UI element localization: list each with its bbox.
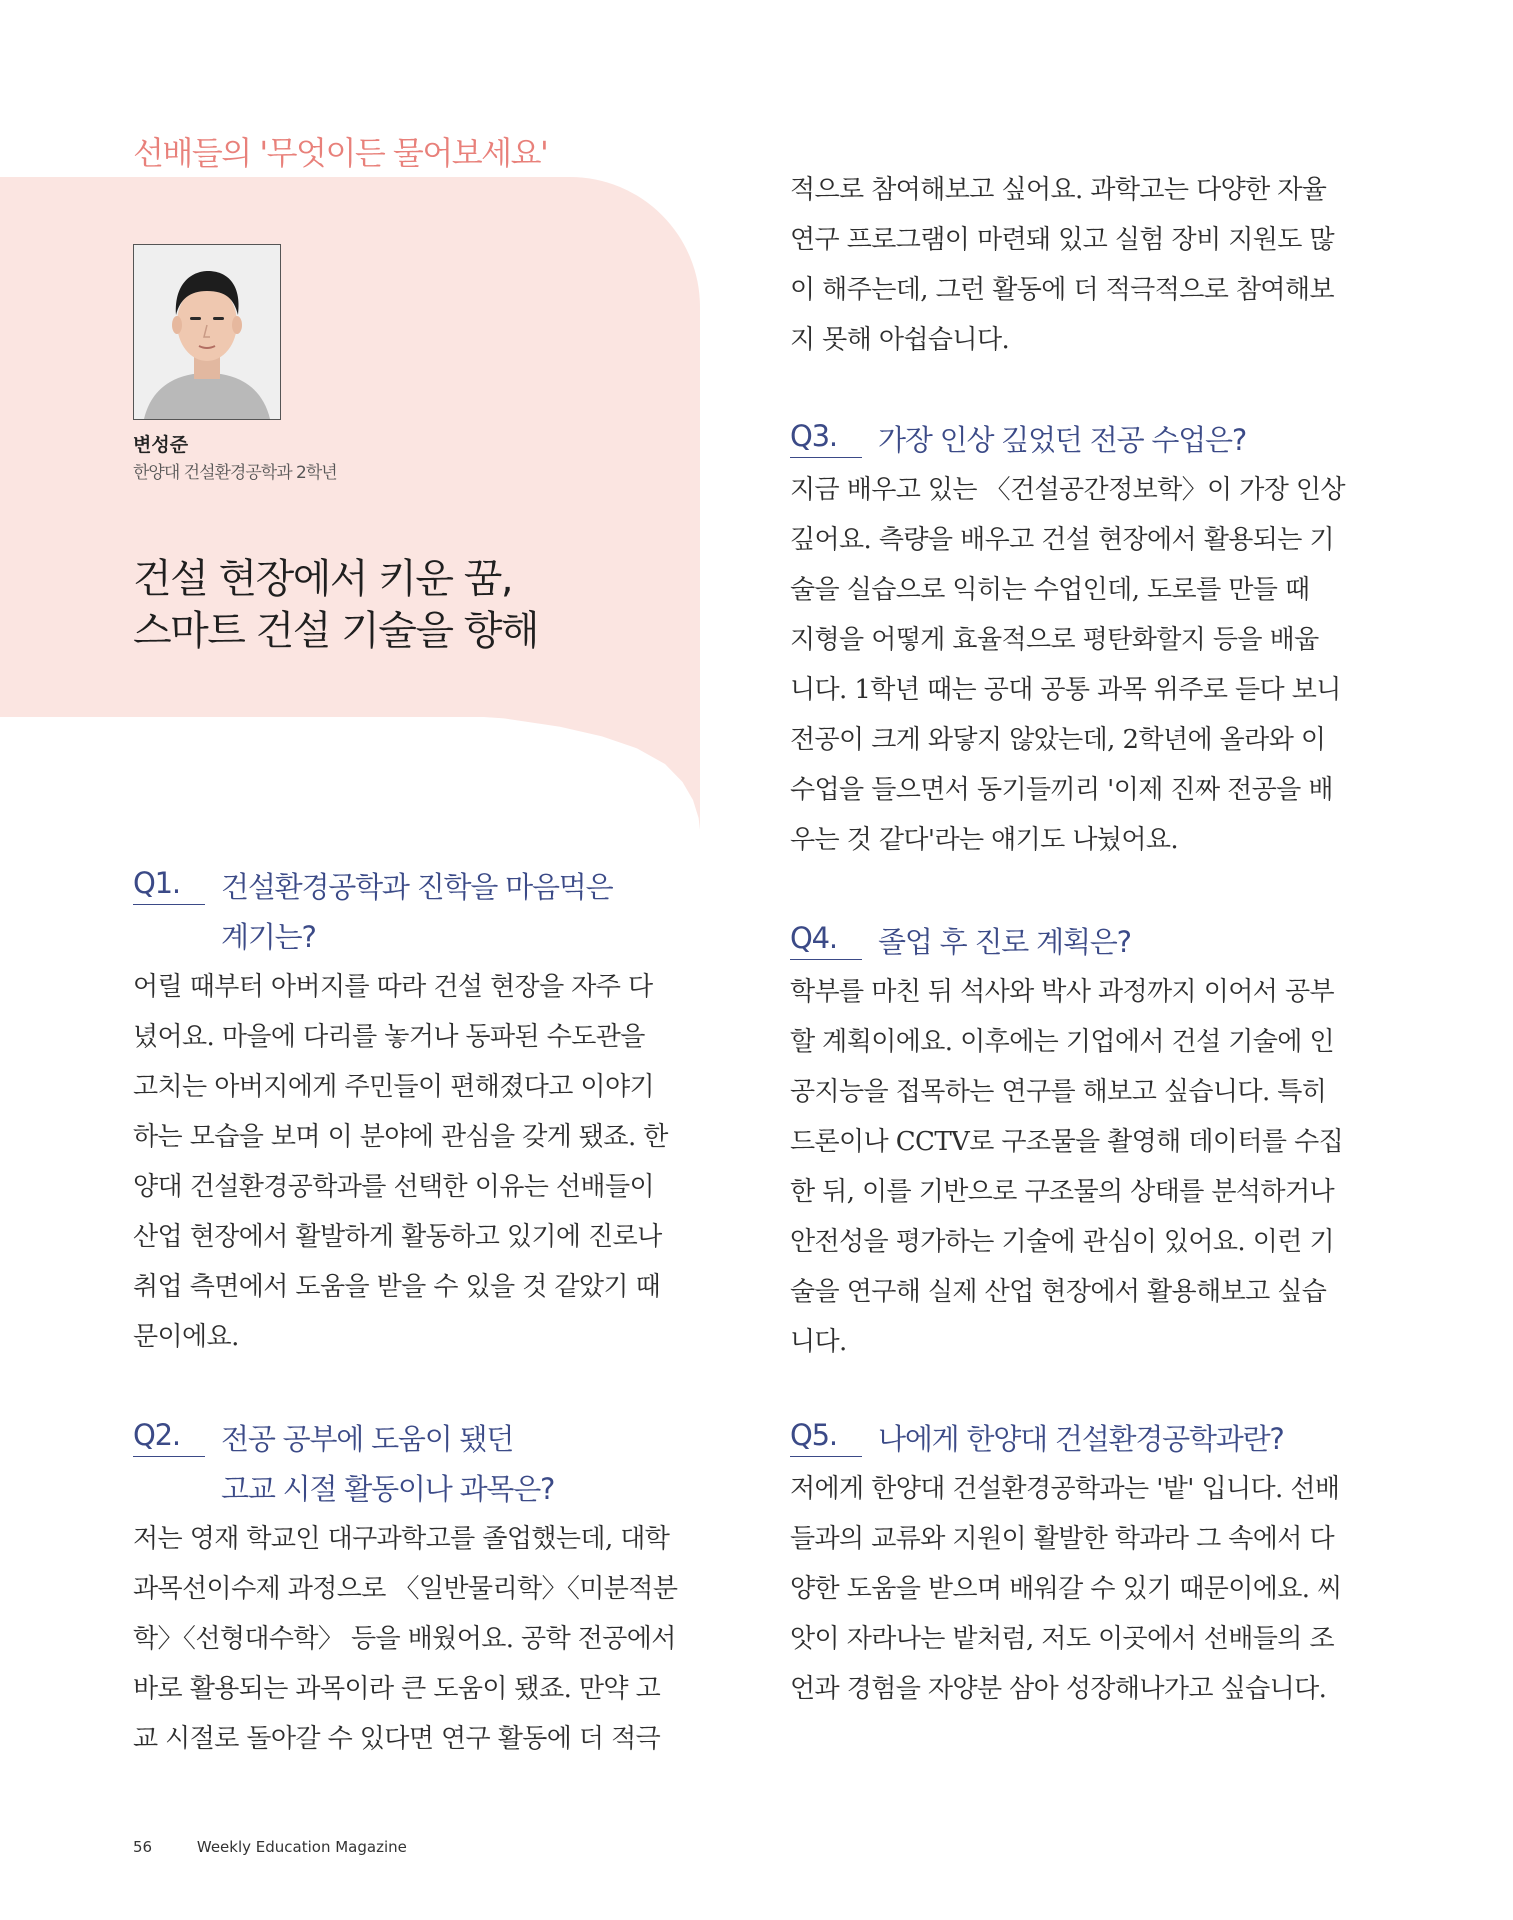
answer-line: 니다. 1학년 때는 공대 공통 과목 위주로 듣다 보니: [790, 675, 1341, 705]
answer-line: 학〉〈선형대수학〉 등을 배웠어요. 공학 전공에서: [133, 1624, 676, 1654]
portrait-photo: [133, 244, 281, 420]
answer-line: 산업 현장에서 활발하게 활동하고 있기에 진로나: [133, 1222, 662, 1252]
question-number: Q5.: [790, 1414, 862, 1457]
answer-line: 앗이 자라나는 밭처럼, 저도 이곳에서 선배들의 조: [790, 1624, 1334, 1654]
answer-line: 하는 모습을 보며 이 분야에 관심을 갖게 됐죠. 한: [133, 1122, 668, 1152]
person-name: 변성준: [133, 434, 189, 456]
answer-line: 문이에요.: [133, 1322, 239, 1352]
question-heading: [790, 917, 1350, 967]
answer-line: 수업을 들으면서 동기들끼리 '이제 진짜 전공을 배: [790, 775, 1333, 805]
answer-text: [790, 967, 1350, 1367]
section-title: 선배들의 '무엇이든 물어보세요': [133, 134, 548, 172]
article-headline: [133, 553, 673, 657]
answer-line: 연구 프로그램이 마련돼 있고 실험 장비 지원도 많: [790, 225, 1334, 255]
profile-background-curve: [0, 710, 700, 830]
page-footer: [133, 1838, 407, 1856]
answer-text: [790, 465, 1350, 865]
question-title-line: 나에게 한양대 건설환경공학과란?: [878, 1422, 1284, 1456]
question-number: Q1.: [133, 862, 205, 905]
headline-line: 스마트 건설 기술을 향해: [133, 608, 539, 654]
answer-line: 지금 배우고 있는 〈건설공간정보학〉이 가장 인상: [790, 475, 1345, 505]
answer-line: 깊어요. 측량을 배우고 건설 현장에서 활용되는 기: [790, 525, 1334, 555]
question-number: Q2.: [133, 1414, 205, 1457]
answer-line: 지 못해 아쉽습니다.: [790, 325, 1010, 355]
answer-line: 언과 경험을 자양분 삼아 성장해나가고 싶습니다.: [790, 1674, 1327, 1704]
answer-line: 술을 연구해 실제 산업 현장에서 활용해보고 싶습: [790, 1277, 1327, 1307]
question-title-line: 가장 인상 깊었던 전공 수업은?: [878, 423, 1247, 457]
question-title-line: 고교 시절 활동이나 과목은?: [221, 1472, 555, 1506]
question-title-line: 건설환경공학과 진학을 마음먹은: [221, 870, 613, 904]
answer-line: 안전성을 평가하는 기술에 관심이 있어요. 이런 기: [790, 1227, 1334, 1257]
answer-text: [133, 1514, 693, 1764]
answer-line: 우는 것 같다'라는 얘기도 나눴어요.: [790, 825, 1179, 855]
answer-line: 술을 실습으로 익히는 수업인데, 도로를 만들 때: [790, 575, 1310, 605]
qa-block-q4: [790, 917, 1350, 1367]
question-number: Q3.: [790, 415, 862, 458]
question-title-line: 계기는?: [221, 920, 316, 954]
qa-block-q2: [133, 1414, 693, 1764]
page-number: 56: [133, 1838, 153, 1856]
question-heading: [133, 1414, 693, 1514]
answer-line: 드론이나 CCTV로 구조물을 촬영해 데이터를 수집: [790, 1127, 1344, 1157]
person-portrait-icon: [134, 245, 280, 419]
answer-line: 이 해주는데, 그런 활동에 더 적극적으로 참여해보: [790, 275, 1334, 305]
answer-line: 니다.: [790, 1327, 847, 1357]
person-affiliation: 한양대 건설환경공학과 2학년: [133, 463, 337, 483]
question-title-line: 전공 공부에 도움이 됐던: [221, 1422, 514, 1456]
answer-line: 과목선이수제 과정으로 〈일반물리학〉〈미분적분: [133, 1574, 678, 1604]
headline-line: 건설 현장에서 키운 꿈,: [133, 556, 513, 602]
answer-line: 양한 도움을 받으며 배워갈 수 있기 때문이에요. 씨: [790, 1574, 1342, 1604]
question-title-line: 졸업 후 진로 계획은?: [878, 925, 1131, 959]
answer-line: 지형을 어떻게 효율적으로 평탄화할지 등을 배웁: [790, 625, 1319, 655]
magazine-name: Weekly Education Magazine: [196, 1838, 407, 1856]
qa-block-q1: [133, 862, 693, 1362]
answer-line: 교 시절로 돌아갈 수 있다면 연구 활동에 더 적극: [133, 1724, 661, 1754]
answer-line: 취업 측면에서 도움을 받을 수 있을 것 같았기 때: [133, 1272, 661, 1302]
answer-line: 들과의 교류와 지원이 활발한 학과라 그 속에서 다: [790, 1524, 1334, 1554]
answer-text: [790, 1464, 1350, 1714]
answer-line: 전공이 크게 와닿지 않았는데, 2학년에 올라와 이: [790, 725, 1326, 755]
qa-block-q3: [790, 415, 1350, 865]
question-heading: [790, 1414, 1350, 1464]
answer-line: 할 계획이에요. 이후에는 기업에서 건설 기술에 인: [790, 1027, 1334, 1057]
answer-line: 저에게 한양대 건설환경공학과는 '밭' 입니다. 선배: [790, 1474, 1340, 1504]
answer-line: 적으로 참여해보고 싶어요. 과학고는 다양한 자율: [790, 175, 1327, 205]
answer-line: 학부를 마친 뒤 석사와 박사 과정까지 이어서 공부: [790, 977, 1334, 1007]
answer-line: 양대 건설환경공학과를 선택한 이유는 선배들이: [133, 1172, 654, 1202]
answer-line: 어릴 때부터 아버지를 따라 건설 현장을 자주 다: [133, 972, 653, 1002]
qa-block-q5: [790, 1414, 1350, 1714]
question-number: Q4.: [790, 917, 862, 960]
question-heading: [790, 415, 1350, 465]
answer-text: [133, 962, 693, 1362]
answer-line: 공지능을 접목하는 연구를 해보고 싶습니다. 특히: [790, 1077, 1327, 1107]
answer-line: 고치는 아버지에게 주민들이 편해졌다고 이야기: [133, 1072, 654, 1102]
qa-block-q2-continued: [790, 165, 1350, 365]
answer-line: 녔어요. 마을에 다리를 놓거나 동파된 수도관을: [133, 1022, 645, 1052]
answer-text: [790, 165, 1350, 365]
answer-line: 한 뒤, 이를 기반으로 구조물의 상태를 분석하거나: [790, 1177, 1334, 1207]
question-heading: [133, 862, 693, 962]
answer-line: 저는 영재 학교인 대구과학고를 졸업했는데, 대학: [133, 1524, 670, 1554]
answer-line: 바로 활용되는 과목이라 큰 도움이 됐죠. 만약 고: [133, 1674, 661, 1704]
